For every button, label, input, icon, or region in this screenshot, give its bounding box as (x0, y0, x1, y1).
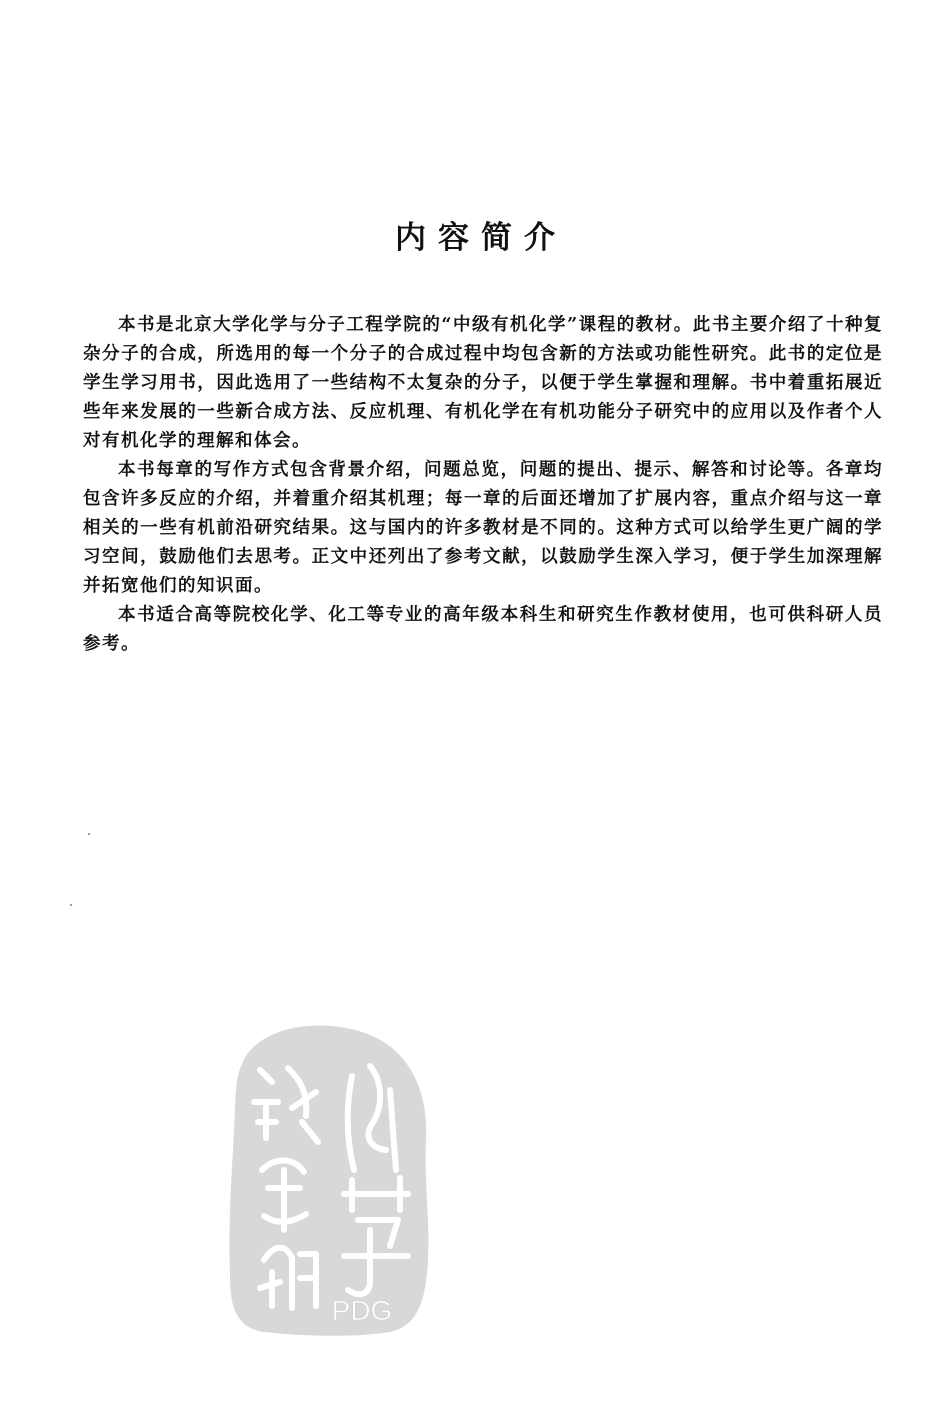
page-title: 内容简介 (395, 220, 567, 256)
watermark-label: PDG (331, 1295, 393, 1326)
pdg-watermark-seal (220, 1020, 435, 1338)
paragraph-1: 本书是北京大学化学与分子工程学院的“中级有机化学”课程的教材。此书主要介绍了十种复杂分子的合成，所选用的每一个分子的合成过程中均包含新的方法或功能性研究。此书的定位是学生学习用书，因此选用了一些结构不太复杂的分子，以便于学生掌握和理解。书中着重拓展近些年来发展的一些新合成方法、反应机理、有机化学在有机功能分子研究中的应用以及作者个人对有机化学的理解和体会。 (83, 315, 883, 451)
scan-speck (88, 833, 90, 835)
paragraph-3: 本书适合高等院校化学、化工等专业的高年级本科生和研究生作教材使用，也可供科研人员参考。 (83, 605, 883, 654)
paragraph-2: 本书每章的写作方式包含背景介绍，问题总览，问题的提出、提示、解答和讨论等。各章均包含许多反应的介绍，并着重介绍其机理；每一章的后面还增加了扩展内容，重点介绍与这一章相关的一些有机前沿研究结果。这与国内的许多教材是不同的。这种方式可以给学生更广阔的学习空间，鼓励他们去思考。正文中还列出了参考文献，以鼓励学生深入学习，便于学生加深理解并拓宽他们的知识面。 (83, 460, 883, 596)
scan-speck (70, 904, 72, 906)
seal-icon (220, 1020, 435, 1338)
body-text (83, 311, 883, 659)
